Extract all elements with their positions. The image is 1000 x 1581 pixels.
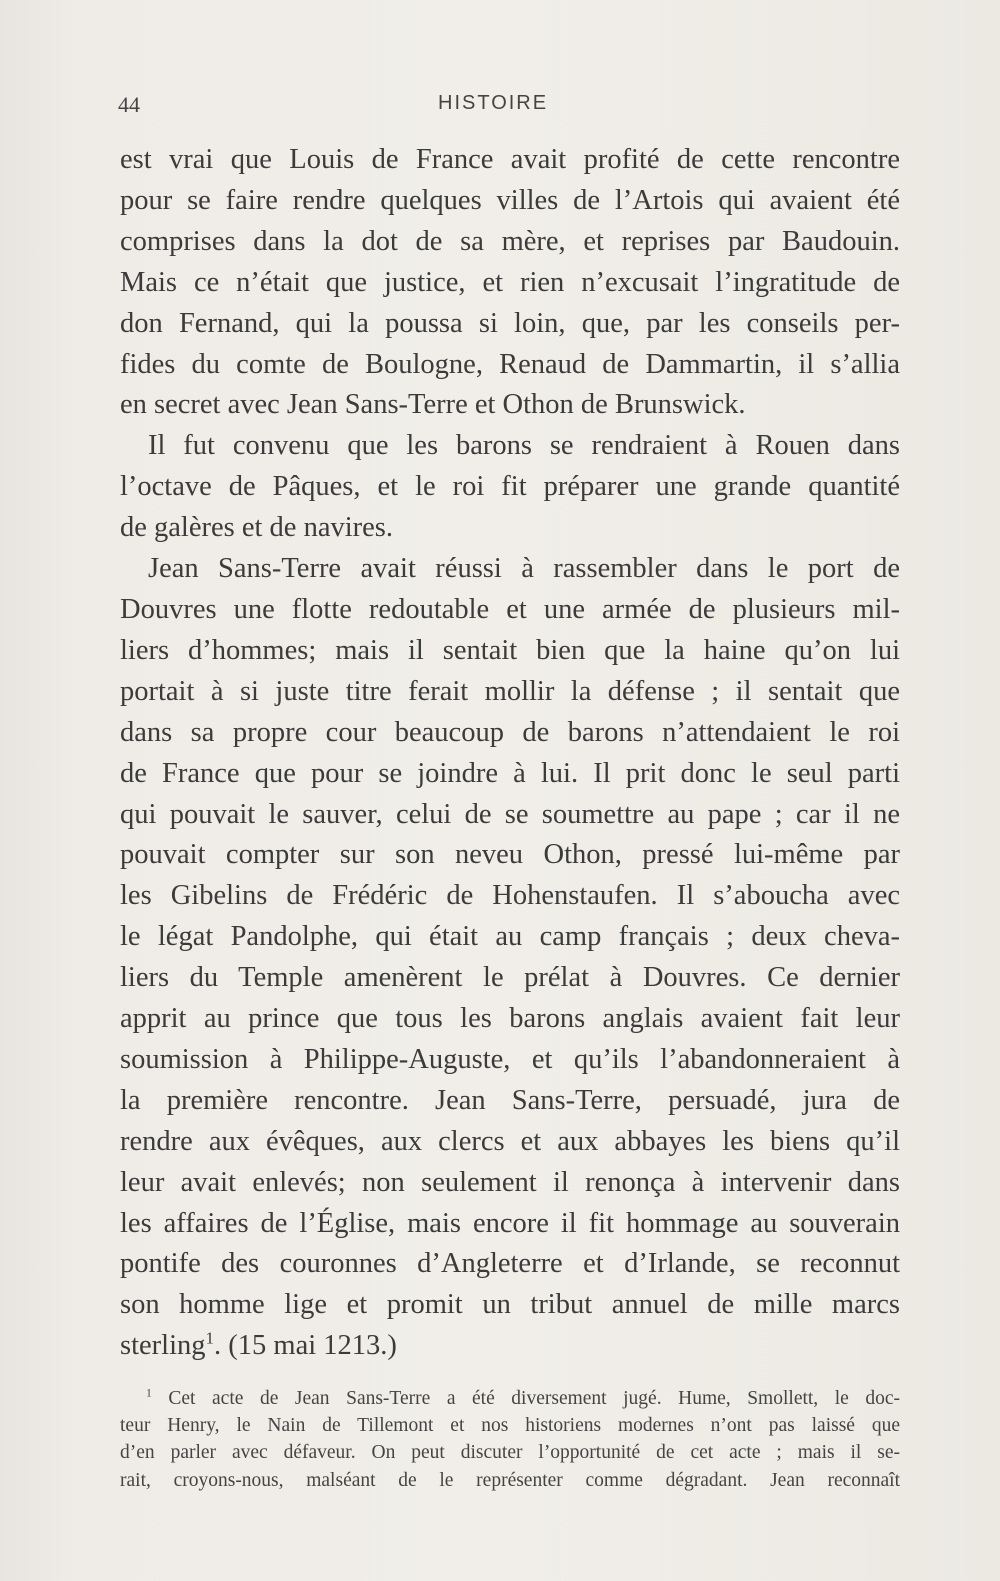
text-line: de France que pour se joindre à lui. Il prit donc le seul parti xyxy=(120,757,900,789)
text-line: pouvait compter sur son neveu Othon, pressé lui-même par xyxy=(120,839,900,871)
main-text xyxy=(120,140,900,1367)
footnote-line: rait, croyons-nous, malséant de le représenter comme dégradant. Jean reconnaît xyxy=(120,1469,900,1491)
paragraph-1 xyxy=(120,140,900,426)
paragraph-2 xyxy=(120,426,900,549)
text-line: portait à si juste titre ferait mollir la défense ; il sentait que xyxy=(120,675,900,707)
running-title: HISTOIRE xyxy=(438,92,549,114)
text-line: dans sa propre cour beaucoup de barons n’attendaient le roi xyxy=(120,716,900,748)
text-line: qui pouvait le sauver, celui de se soumettre au pape ; car il ne xyxy=(120,798,900,830)
text-fragment: . (15 mai 1213.) xyxy=(214,1330,397,1362)
text-line: leur avait enlevés; non seulement il renonça à intervenir dans xyxy=(120,1166,900,1198)
text-line-final xyxy=(120,1326,900,1367)
text-line: la première rencontre. Jean Sans-Terre, persuadé, jura de xyxy=(120,1084,900,1116)
text-line: comprises dans la dot de sa mère, et reprises par Baudouin. xyxy=(120,225,900,257)
text-line: fides du comte de Boulogne, Renaud de Dammartin, il s’allia xyxy=(120,348,900,380)
text-line: les Gibelins de Frédéric de Hohenstaufen. Il s’aboucha avec xyxy=(120,880,900,912)
text-line: de galères et de navires. xyxy=(120,512,393,544)
footnote-block xyxy=(120,1385,900,1494)
text-line: soumission à Philippe-Auguste, et qu’ils l’abandonneraient à xyxy=(120,1043,900,1075)
text-line: liers d’hommes; mais il sentait bien que la haine qu’on lui xyxy=(120,634,900,666)
footnote-text: Cet acte de Jean Sans-Terre a été diversement jugé. Hume, Smollett, le doc- xyxy=(168,1388,900,1409)
page-header xyxy=(118,92,900,122)
text-line: apprit au prince que tous les barons anglais avaient fait leur xyxy=(120,1003,900,1035)
text-line: est vrai que Louis de France avait profité de cette rencontre xyxy=(120,144,900,175)
text-line: Jean Sans-Terre avait réussi à rassembler dans le port de xyxy=(148,553,900,585)
footnote-marker: 1 xyxy=(146,1386,152,1400)
text-fragment: sterling xyxy=(120,1330,206,1362)
paragraph-3 xyxy=(120,549,900,1367)
footnote-line xyxy=(120,1385,900,1412)
text-line: liers du Temple amenèrent le prélat à Douvres. Ce dernier xyxy=(120,962,900,994)
text-line: les affaires de l’Église, mais encore il fit hommage au souverain xyxy=(120,1207,900,1239)
text-line: Douvres une flotte redoutable et une armée de plusieurs mil- xyxy=(120,593,900,625)
footnote-line: teur Henry, le Nain de Tillemont et nos historiens modernes n’ont pas laissé que xyxy=(120,1415,900,1437)
text-line: rendre aux évêques, aux clercs et aux abbayes les biens qu’il xyxy=(120,1125,900,1157)
text-line: don Fernand, qui la poussa si loin, que, par les conseils per- xyxy=(120,307,900,339)
text-line: pontife des couronnes d’Angleterre et d’Irlande, se reconnut xyxy=(120,1248,900,1280)
text-line: Mais ce n’était que justice, et rien n’excusait l’ingratitude de xyxy=(120,266,900,298)
text-line: Il fut convenu que les barons se rendraient à Rouen dans xyxy=(148,430,900,462)
text-line: pour se faire rendre quelques villes de l’Artois qui avaient été xyxy=(120,184,900,216)
footnote-line: d’en parler avec défaveur. On peut discuter l’opportunité de cet acte ; mais il se- xyxy=(120,1442,900,1464)
text-line: son homme lige et promit un tribut annuel de mille marcs xyxy=(120,1289,900,1321)
text-line: en secret avec Jean Sans-Terre et Othon de Brunswick. xyxy=(120,389,746,421)
text-line: le légat Pandolphe, qui était au camp français ; deux cheva- xyxy=(120,921,900,953)
footnote-reference[interactable]: 1 xyxy=(205,1328,215,1348)
text-line: l’octave de Pâques, et le roi fit préparer une grande quantité xyxy=(120,471,900,503)
page-number: 44 xyxy=(118,92,140,117)
